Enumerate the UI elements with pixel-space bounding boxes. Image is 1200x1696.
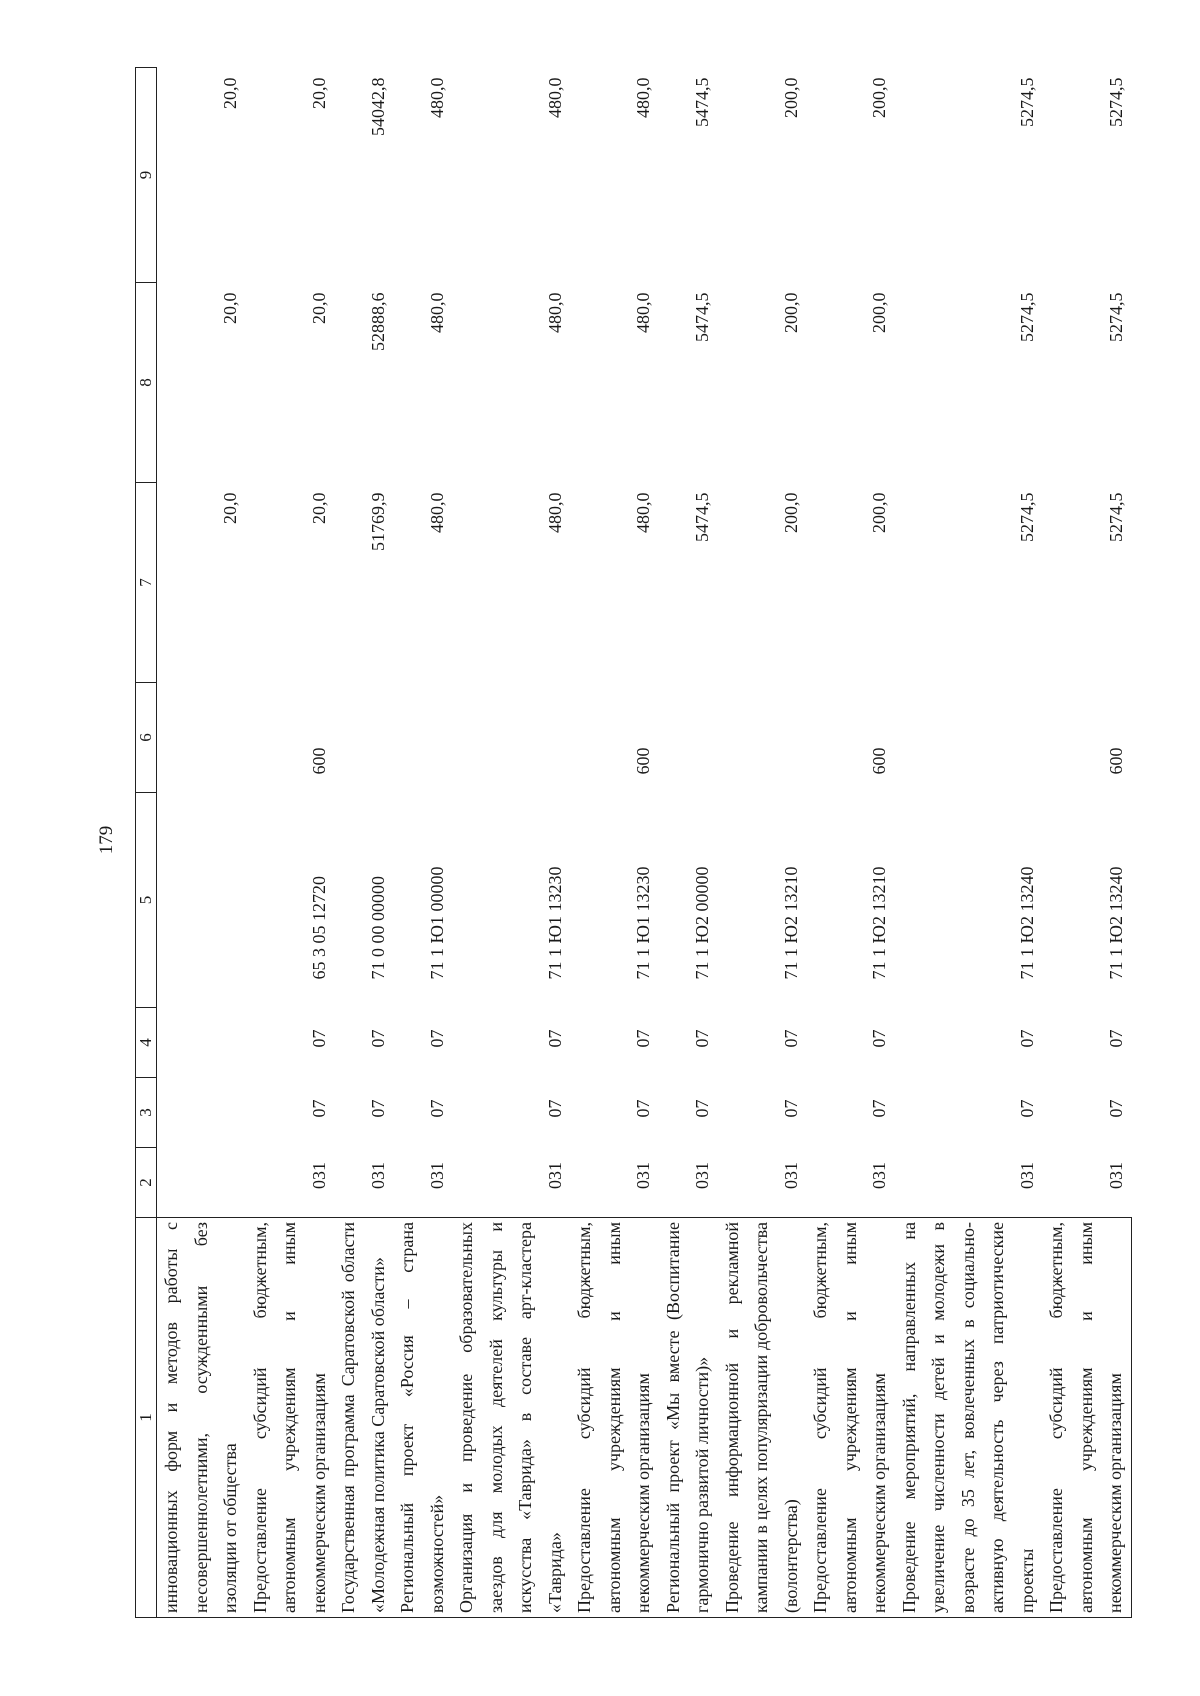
cell-target-article-col5: 71 1 Ю2 13210 [869,866,889,980]
cell-target-article-col5 [157,793,246,1008]
cell-target-article-col5: 65 3 05 12720 [308,876,329,980]
header-col-8: 8 [136,283,157,483]
table-row [895,68,1043,1618]
cell-amount-col7: 480,0 [633,492,653,533]
header-col-9: 9 [136,68,157,283]
header-col-5: 5 [136,793,157,1008]
cell-subsection-col4: 07 [692,1029,712,1048]
cell-expense-type-col6 [157,683,246,793]
cell-amount-col7: 5274,5 [1016,492,1037,542]
row-description: Предоставление субсидий бюджетным, автономным учреждениям и иным некоммерческим организациям [1042,1218,1131,1618]
table-body [157,68,1132,1618]
table-row [806,68,895,1618]
cell-amount-col8: 480,0 [544,292,565,333]
table-header [136,68,157,1618]
cell-amount-col8: 5474,5 [692,292,712,342]
cell-amount-col8: 5274,5 [1105,292,1126,342]
cell-code-col2: 031 [692,1162,712,1189]
cell-subsection-col4: 07 [869,1029,889,1048]
cell-expense-type-col6 [659,683,718,793]
table-row [452,68,570,1618]
cell-subsection-col4: 07 [308,1029,329,1048]
cell-expense-type-col6: 600 [1105,747,1126,775]
cell-code-col2: 031 [633,1162,653,1189]
cell-target-article-col5: 71 1 Ю2 13240 [1016,866,1037,980]
cell-code-col2: 031 [869,1162,889,1189]
cell-amount-col9: 480,0 [426,77,447,118]
table-row [659,68,718,1618]
cell-amount-col7: 200,0 [780,492,801,533]
row-description: инновационных форм и методов работы с несовершеннолетними, осужденными без изоляции от общества [157,1218,246,1618]
cell-subsection-col4: 07 [1105,1029,1126,1048]
cell-code-col2: 031 [1016,1162,1037,1189]
cell-subsection-col4: 07 [780,1029,801,1048]
header-col-7: 7 [136,483,157,683]
cell-amount-col7: 480,0 [426,492,447,533]
cell-amount-col9: 20,0 [220,77,240,109]
cell-target-article-col5: 71 1 Ю1 00000 [426,866,447,980]
table-row [157,68,246,1618]
row-description: Организация и проведение образовательных заездов для молодых деятелей культуры и искусства «Таврида» в составе арт-кластера «Таврида» [452,1218,570,1618]
cell-amount-col7: 5474,5 [692,492,712,542]
cell-amount-col7: 480,0 [544,492,565,533]
cell-section-col3: 07 [1105,1099,1126,1118]
cell-code-col2: 031 [426,1162,447,1189]
cell-subsection-col4: 07 [633,1029,653,1048]
cell-expense-type-col6 [393,683,452,793]
cell-amount-col7: 51769,9 [367,492,388,551]
cell-expense-type-col6 [895,683,1043,793]
cell-section-col3: 07 [780,1099,801,1118]
table-row [334,68,393,1618]
cell-code-col2 [157,1148,246,1218]
cell-amount-col8: 480,0 [633,292,653,333]
cell-expense-type-col6: 600 [633,747,653,775]
cell-subsection-col4 [157,1008,246,1078]
cell-amount-col9: 480,0 [544,77,565,118]
rotated-table-container [135,68,1200,1618]
header-col-4: 4 [136,1008,157,1078]
cell-target-article-col5: 71 1 Ю2 13240 [1105,866,1126,980]
cell-amount-col9: 5274,5 [1105,77,1126,127]
cell-target-article-col5: 71 1 Ю1 13230 [633,866,653,980]
cell-target-article-col5: 71 1 Ю1 13230 [544,866,565,980]
cell-amount-col9: 200,0 [869,77,889,118]
cell-subsection-col4: 07 [544,1029,565,1048]
cell-code-col2: 031 [367,1162,388,1189]
cell-amount-col7: 20,0 [308,492,329,524]
cell-amount-col9: 5474,5 [692,77,712,127]
cell-code-col2: 031 [544,1162,565,1189]
table-row [393,68,452,1618]
cell-code-col2: 031 [1105,1162,1126,1189]
cell-target-article-col5: 71 1 Ю2 00000 [692,866,712,980]
table-row [718,68,807,1618]
cell-code-col2: 031 [308,1162,329,1189]
cell-amount-col8: 52888,6 [367,292,388,351]
row-description: Предоставление субсидий бюджетным, автономным учреждениям и иным некоммерческим организациям [806,1218,895,1618]
row-description: Государственная программа Саратовской области «Молодежная политика Саратовской области» [334,1218,393,1618]
cell-amount-col8: 200,0 [780,292,801,333]
row-description: Предоставление субсидий бюджетным, автономным учреждениям и иным некоммерческим организациям [246,1218,335,1618]
cell-expense-type-col6 [452,683,570,793]
row-description: Проведение мероприятий, направленных на увеличение численности детей и молодежи в возрасте до 35 лет, вовлеченных в социально-активную деятельность через патриотические проекты [895,1218,1043,1618]
cell-section-col3: 07 [426,1099,447,1118]
cell-amount-col8: 20,0 [220,292,240,324]
cell-amount-col9: 20,0 [308,77,329,109]
header-col-2: 2 [136,1148,157,1218]
cell-amount-col8: 5274,5 [1016,292,1037,342]
cell-subsection-col4: 07 [367,1029,388,1048]
header-row [136,68,157,1618]
page-number: 179 [96,825,117,855]
cell-section-col3: 07 [308,1099,329,1118]
cell-section-col3: 07 [869,1099,889,1118]
row-description: Предоставление субсидий бюджетным, автономным учреждениям и иным некоммерческим организациям [570,1218,659,1618]
cell-section-col3 [157,1078,246,1148]
cell-target-article-col5: 71 1 Ю2 13210 [780,866,801,980]
cell-code-col2: 031 [780,1162,801,1189]
cell-expense-type-col6 [334,683,393,793]
cell-section-col3: 07 [633,1099,653,1118]
row-description: Региональный проект «Мы вместе (Воспитание гармонично развитой личности)» [659,1218,718,1618]
cell-amount-col9: 480,0 [633,77,653,118]
cell-amount-col9: 54042,8 [367,77,388,136]
cell-amount-col8: 200,0 [869,292,889,333]
cell-target-article-col5: 71 0 00 00000 [367,876,388,980]
table-row [1042,68,1131,1618]
cell-amount-col7: 20,0 [220,492,240,524]
cell-subsection-col4: 07 [1016,1029,1037,1048]
cell-section-col3: 07 [367,1099,388,1118]
cell-amount-col7: 200,0 [869,492,889,533]
table-row [570,68,659,1618]
cell-expense-type-col6 [718,683,807,793]
header-col-1: 1 [136,1218,157,1618]
cell-section-col3: 07 [544,1099,565,1118]
cell-amount-col8: 20,0 [308,292,329,324]
budget-table [135,67,1132,1618]
cell-amount-col8: 480,0 [426,292,447,333]
cell-expense-type-col6: 600 [308,747,329,775]
cell-section-col3: 07 [1016,1099,1037,1118]
cell-amount-col9: 5274,5 [1016,77,1037,127]
cell-expense-type-col6: 600 [869,747,889,775]
cell-section-col3: 07 [692,1099,712,1118]
header-col-3: 3 [136,1078,157,1148]
row-description: Проведение информационной и рекламной кампании в целях популяризации добровольчества (волонтерства) [718,1218,807,1618]
table-row [246,68,335,1618]
cell-amount-col9: 200,0 [780,77,801,118]
cell-subsection-col4: 07 [426,1029,447,1048]
row-description: Региональный проект «Россия – страна возможностей» [393,1218,452,1618]
cell-amount-col7: 5274,5 [1105,492,1126,542]
header-col-6: 6 [136,683,157,793]
